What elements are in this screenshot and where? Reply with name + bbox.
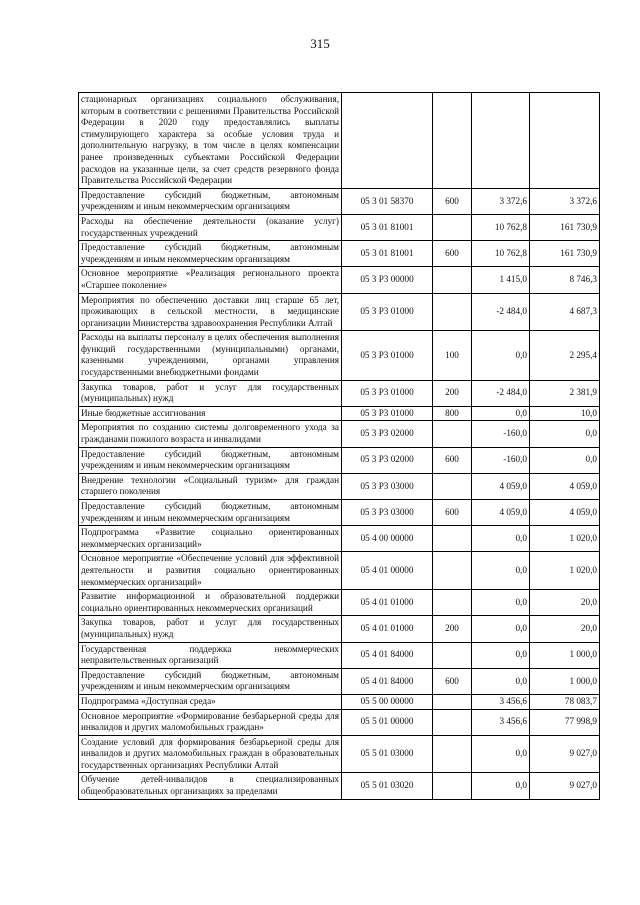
table-row: [79, 773, 600, 799]
row-change-amount-cell: 3 372,6: [472, 188, 530, 214]
row-change-amount-cell: 0,0: [472, 331, 530, 380]
table-row: [79, 380, 600, 406]
row-name-cell: Обучение детей-инвалидов в специализированных общеобразовательных организациях за пределами: [79, 773, 342, 799]
row-change-amount-cell: -160,0: [472, 421, 530, 447]
row-total-amount-cell: 161 730,9: [530, 214, 600, 240]
row-expense-type-cell: 600: [433, 447, 472, 473]
table-row: [79, 267, 600, 293]
row-expense-type-cell: 200: [433, 616, 472, 642]
row-name-cell: Развитие информационной и образовательной поддержки социально ориентированных некоммерческих организаций: [79, 590, 342, 616]
row-code-cell: 05 3 P3 03000: [342, 500, 433, 526]
row-name-cell: стационарных организациях социального обслуживания, которым в соответствии с решениями Правительства Российской Федерации в 2020 году предоставлялись выплаты стимулирующего характера за особые условия труда и дополнительную нагрузку, в том числе в целях компенсации ранее произведенных субъектами Российской Федерации расходов на указанные цели, за счет средств резервного фонда Правительства Российской Федерации: [79, 93, 342, 189]
row-name-cell: Основное мероприятие «Формирование безбарьерной среды для инвалидов и других маломобильных граждан»: [79, 709, 342, 735]
row-code-cell: 05 3 01 81001: [342, 241, 433, 267]
row-name-cell: Подпрограмма «Доступная среда»: [79, 694, 342, 709]
table-row: [79, 93, 600, 189]
row-name-cell: Расходы на обеспечение деятельности (оказание услуг) государственных учреждений: [79, 214, 342, 240]
row-name-cell: Закупка товаров, работ и услуг для государственных (муниципальных) нужд: [79, 616, 342, 642]
row-name-cell: Предоставление субсидий бюджетным, автономным учреждениям и иным некоммерческим организациям: [79, 188, 342, 214]
table-row: [79, 668, 600, 694]
row-name-cell: Иные бюджетные ассигнования: [79, 406, 342, 421]
row-expense-type-cell: [433, 694, 472, 709]
row-name-cell: Внедрение технологии «Социальный туризм» для граждан старшего поколения: [79, 473, 342, 499]
row-name-cell: Мероприятия по созданию системы долговременного ухода за гражданами пожилого возраста и инвалидами: [79, 421, 342, 447]
row-total-amount-cell: 20,0: [530, 590, 600, 616]
row-change-amount-cell: 0,0: [472, 406, 530, 421]
row-total-amount-cell: 0,0: [530, 421, 600, 447]
row-change-amount-cell: 4 059,0: [472, 473, 530, 499]
row-code-cell: 05 4 00 00000: [342, 526, 433, 552]
row-code-cell: 05 3 P3 00000: [342, 267, 433, 293]
table-row: [79, 552, 600, 590]
row-change-amount-cell: -2 484,0: [472, 293, 530, 331]
row-expense-type-cell: [433, 590, 472, 616]
row-total-amount-cell: 161 730,9: [530, 241, 600, 267]
row-total-amount-cell: [530, 93, 600, 189]
row-total-amount-cell: 9 027,0: [530, 773, 600, 799]
row-total-amount-cell: 3 372,6: [530, 188, 600, 214]
row-change-amount-cell: -2 484,0: [472, 380, 530, 406]
row-code-cell: [342, 93, 433, 189]
row-name-cell: Мероприятия по обеспечению доставки лиц старше 65 лет, проживающих в сельской местности, в медицинские организации Министерства здравоохранения Республики Алтай: [79, 293, 342, 331]
row-change-amount-cell: 3 456,6: [472, 709, 530, 735]
row-change-amount-cell: 0,0: [472, 526, 530, 552]
table-row: [79, 616, 600, 642]
row-total-amount-cell: 20,0: [530, 616, 600, 642]
row-code-cell: 05 3 P3 01000: [342, 331, 433, 380]
table-row: [79, 642, 600, 668]
row-change-amount-cell: [472, 93, 530, 189]
row-name-cell: Предоставление субсидий бюджетным, автономным учреждениям и иным некоммерческим организациям: [79, 500, 342, 526]
budget-table: [78, 92, 600, 800]
row-total-amount-cell: 10,0: [530, 406, 600, 421]
row-code-cell: 05 5 01 03000: [342, 735, 433, 773]
table-row: [79, 406, 600, 421]
row-expense-type-cell: 100: [433, 331, 472, 380]
row-total-amount-cell: 2 381,9: [530, 380, 600, 406]
row-change-amount-cell: 3 456,6: [472, 694, 530, 709]
row-expense-type-cell: [433, 642, 472, 668]
row-code-cell: 05 5 01 00000: [342, 709, 433, 735]
row-total-amount-cell: 1 020,0: [530, 552, 600, 590]
row-name-cell: Создание условий для формирования безбарьерной среды для инвалидов и других маломобильных граждан в образовательных государственных организациях Республики Алтай: [79, 735, 342, 773]
row-total-amount-cell: 4 059,0: [530, 500, 600, 526]
table-row: [79, 214, 600, 240]
row-code-cell: 05 4 01 84000: [342, 642, 433, 668]
row-code-cell: 05 3 P3 02000: [342, 447, 433, 473]
row-expense-type-cell: [433, 735, 472, 773]
row-change-amount-cell: 0,0: [472, 616, 530, 642]
row-code-cell: 05 4 01 01000: [342, 590, 433, 616]
budget-table-body: [79, 93, 600, 800]
row-code-cell: 05 4 01 00000: [342, 552, 433, 590]
row-change-amount-cell: 0,0: [472, 773, 530, 799]
table-row: [79, 447, 600, 473]
row-expense-type-cell: [433, 214, 472, 240]
row-code-cell: 05 3 P3 03000: [342, 473, 433, 499]
row-expense-type-cell: 200: [433, 380, 472, 406]
row-change-amount-cell: 10 762,8: [472, 214, 530, 240]
row-name-cell: Основное мероприятие «Обеспечение условий для эффективной деятельности и развития социально ориентированных некоммерческих организаций»: [79, 552, 342, 590]
row-total-amount-cell: 4 059,0: [530, 473, 600, 499]
page-number: 315: [310, 36, 330, 51]
table-row: [79, 421, 600, 447]
row-change-amount-cell: -160,0: [472, 447, 530, 473]
row-expense-type-cell: 800: [433, 406, 472, 421]
row-expense-type-cell: [433, 709, 472, 735]
table-row: [79, 735, 600, 773]
row-expense-type-cell: [433, 552, 472, 590]
row-change-amount-cell: 0,0: [472, 590, 530, 616]
row-expense-type-cell: 600: [433, 500, 472, 526]
table-row: [79, 331, 600, 380]
row-total-amount-cell: 77 998,9: [530, 709, 600, 735]
row-total-amount-cell: 4 687,3: [530, 293, 600, 331]
row-code-cell: 05 3 P3 01000: [342, 380, 433, 406]
row-code-cell: 05 3 P3 01000: [342, 293, 433, 331]
table-row: [79, 709, 600, 735]
row-change-amount-cell: 1 415,0: [472, 267, 530, 293]
row-expense-type-cell: [433, 421, 472, 447]
row-change-amount-cell: 0,0: [472, 642, 530, 668]
row-name-cell: Подпрограмма «Развитие социально ориентированных некоммерческих организаций»: [79, 526, 342, 552]
table-row: [79, 241, 600, 267]
row-change-amount-cell: 0,0: [472, 552, 530, 590]
row-expense-type-cell: 600: [433, 241, 472, 267]
row-expense-type-cell: [433, 473, 472, 499]
table-row: [79, 293, 600, 331]
row-total-amount-cell: 1 000,0: [530, 668, 600, 694]
table-row: [79, 500, 600, 526]
row-code-cell: 05 3 01 81001: [342, 214, 433, 240]
row-expense-type-cell: 600: [433, 188, 472, 214]
row-name-cell: Предоставление субсидий бюджетным, автономным учреждениям и иным некоммерческим организациям: [79, 447, 342, 473]
row-name-cell: Основное мероприятие «Реализация регионального проекта «Старшее поколение»: [79, 267, 342, 293]
row-name-cell: Государственная поддержка некоммерческих неправительственных организаций: [79, 642, 342, 668]
row-expense-type-cell: [433, 267, 472, 293]
row-change-amount-cell: 0,0: [472, 668, 530, 694]
row-total-amount-cell: 9 027,0: [530, 735, 600, 773]
row-change-amount-cell: 4 059,0: [472, 500, 530, 526]
row-total-amount-cell: 8 746,3: [530, 267, 600, 293]
row-expense-type-cell: [433, 93, 472, 189]
table-row: [79, 590, 600, 616]
row-expense-type-cell: 600: [433, 668, 472, 694]
row-total-amount-cell: 1 000,0: [530, 642, 600, 668]
row-code-cell: 05 5 01 03020: [342, 773, 433, 799]
row-code-cell: 05 5 00 00000: [342, 694, 433, 709]
table-row: [79, 188, 600, 214]
row-expense-type-cell: [433, 526, 472, 552]
row-expense-type-cell: [433, 293, 472, 331]
table-row: [79, 694, 600, 709]
row-code-cell: 05 4 01 84000: [342, 668, 433, 694]
row-total-amount-cell: 2 295,4: [530, 331, 600, 380]
row-code-cell: 05 3 01 58370: [342, 188, 433, 214]
row-code-cell: 05 4 01 01000: [342, 616, 433, 642]
row-name-cell: Предоставление субсидий бюджетным, автономным учреждениям и иным некоммерческим организациям: [79, 668, 342, 694]
row-code-cell: 05 3 P3 01000: [342, 406, 433, 421]
table-row: [79, 526, 600, 552]
row-name-cell: Закупка товаров, работ и услуг для государственных (муниципальных) нужд: [79, 380, 342, 406]
table-row: [79, 473, 600, 499]
row-change-amount-cell: 10 762,8: [472, 241, 530, 267]
row-change-amount-cell: 0,0: [472, 735, 530, 773]
row-total-amount-cell: 1 020,0: [530, 526, 600, 552]
row-name-cell: Предоставление субсидий бюджетным, автономным учреждениям и иным некоммерческим организациям: [79, 241, 342, 267]
row-total-amount-cell: 78 083,7: [530, 694, 600, 709]
row-code-cell: 05 3 P3 02000: [342, 421, 433, 447]
row-name-cell: Расходы на выплаты персоналу в целях обеспечения выполнения функций государственными (муниципальными) органами, казенными учреждениями, органами управления государственными внебюджетными фондами: [79, 331, 342, 380]
row-expense-type-cell: [433, 773, 472, 799]
row-total-amount-cell: 0,0: [530, 447, 600, 473]
